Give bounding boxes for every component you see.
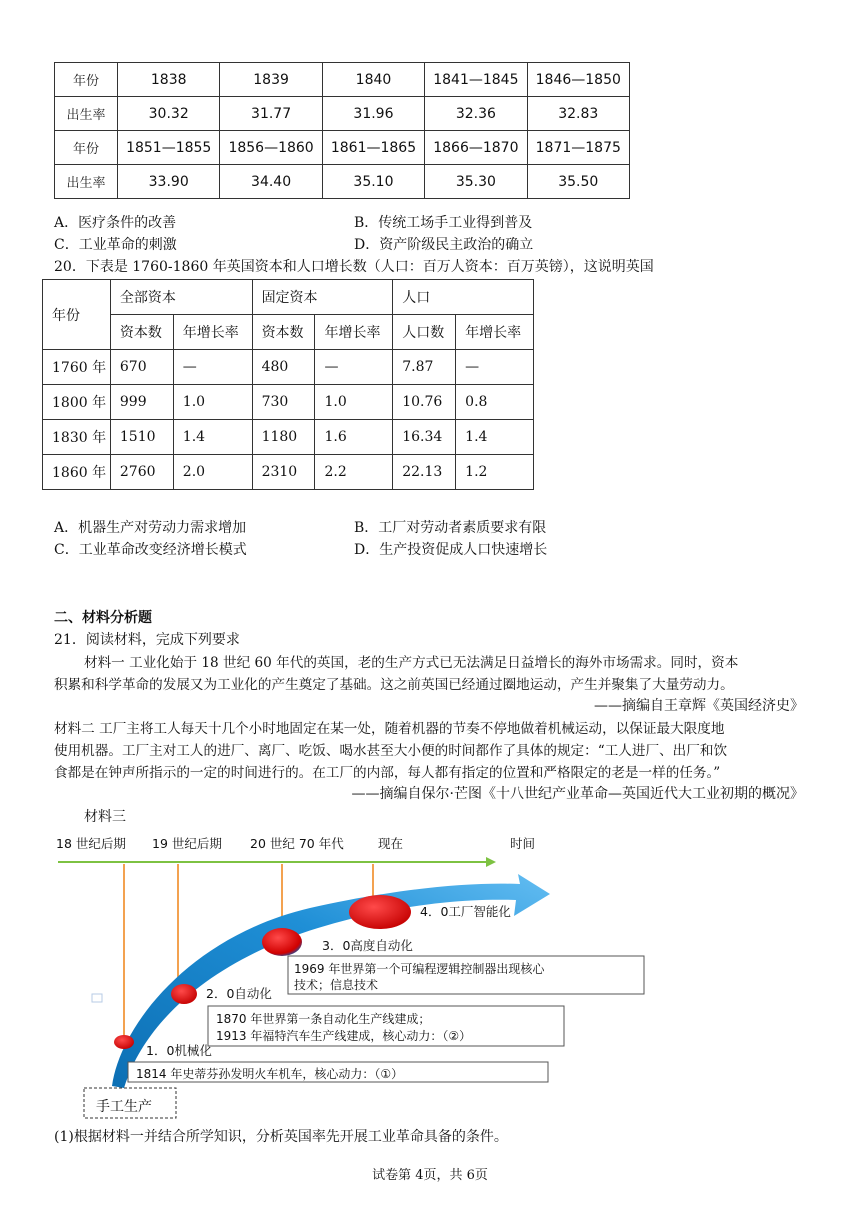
stage-3-marker bbox=[262, 928, 302, 956]
stage-1-label: 1．0机械化 bbox=[146, 1043, 212, 1058]
material-1-source: ——摘编自王章辉《英国经济史》 bbox=[594, 698, 804, 714]
table-cell: 480 bbox=[252, 350, 315, 385]
header-capital-num: 资本数 bbox=[110, 315, 173, 350]
table-row bbox=[43, 280, 534, 315]
decorative-glyph bbox=[92, 994, 102, 1002]
table-cell: 1180 bbox=[252, 420, 315, 455]
table-cell: 出生率 bbox=[55, 97, 118, 131]
handmade-label: 手工生产 bbox=[96, 1099, 152, 1115]
table-cell: 35.30 bbox=[425, 165, 527, 199]
table-cell: 31.96 bbox=[322, 97, 424, 131]
material-1-line-1: 材料一 工业化始于 18 世纪 60 年代的英国，老的生产方式已无法满足日益增长的海外市场需求。同时，资本 bbox=[84, 655, 739, 671]
capital-population-table bbox=[42, 279, 534, 490]
table-cell: 1510 bbox=[110, 420, 173, 455]
table-row bbox=[43, 385, 534, 420]
table-cell: 1.4 bbox=[173, 420, 252, 455]
stage-2-label: 2．0自动化 bbox=[206, 986, 272, 1001]
q19-option-d: D．资产阶级民主政治的确立 bbox=[354, 237, 534, 253]
table-cell: 年份 bbox=[55, 131, 118, 165]
table-cell: 1839 bbox=[220, 63, 322, 97]
material-2-source: ——摘编自保尔·芒图《十八世纪产业革命—英国近代大工业初期的概况》 bbox=[351, 786, 804, 802]
table-cell: 33.90 bbox=[118, 165, 220, 199]
q20-option-a: A．机器生产对劳动力需求增加 bbox=[54, 520, 247, 536]
stage-1-marker bbox=[114, 1035, 134, 1049]
table-cell: 31.77 bbox=[220, 97, 322, 131]
table-cell: 34.40 bbox=[220, 165, 322, 199]
table-cell: 1856—1860 bbox=[220, 131, 322, 165]
table-cell: 30.32 bbox=[118, 97, 220, 131]
table-cell: 35.10 bbox=[322, 165, 424, 199]
section-title: 二、材料分析题 bbox=[54, 610, 152, 626]
page-footer: 试卷第 4页，共 6页 bbox=[372, 1168, 488, 1183]
q21-stem: 21．阅读材料，完成下列要求 bbox=[54, 632, 240, 648]
box-3-0-line-1: 1969 年世界第一个可编程逻辑控制器出现核心 bbox=[294, 962, 545, 976]
table-cell: 35.50 bbox=[527, 165, 629, 199]
table-row bbox=[55, 97, 630, 131]
table-cell: 1760 年 bbox=[43, 350, 111, 385]
table-cell: 1800 年 bbox=[43, 385, 111, 420]
table-row bbox=[55, 131, 630, 165]
material-2-line-1: 材料二 工厂主将工人每天十几个小时地固定在某一处，随着机器的节奏不停地做着机械运动，以保证最大限度地 bbox=[54, 721, 725, 737]
table-cell: 22.13 bbox=[393, 455, 456, 490]
header-total-capital: 全部资本 bbox=[110, 280, 252, 315]
box-2-0-line-1: 1870 年世界第一条自动化生产线建成； bbox=[216, 1012, 431, 1026]
table-cell: 1866—1870 bbox=[425, 131, 527, 165]
table-cell: — bbox=[456, 350, 534, 385]
time-label-time: 时间 bbox=[510, 836, 536, 851]
time-label-now: 现在 bbox=[378, 836, 404, 851]
table-cell: 730 bbox=[252, 385, 315, 420]
time-label-19c: 19 世纪后期 bbox=[152, 836, 222, 851]
q20-option-d: D．生产投资促成人口快速增长 bbox=[354, 542, 548, 558]
table-cell: 7.87 bbox=[393, 350, 456, 385]
header-growth: 年增长率 bbox=[456, 315, 534, 350]
q19-option-a: A．医疗条件的改善 bbox=[54, 215, 177, 231]
material-2-line-3: 食都是在钟声所指示的一定的时间进行的。在工厂的内部，每人都有指定的位置和严格限定的老是一样的任务。” bbox=[54, 765, 721, 781]
table-cell: 2.0 bbox=[173, 455, 252, 490]
table-cell: 1.0 bbox=[173, 385, 252, 420]
table-cell: 999 bbox=[110, 385, 173, 420]
box-3-0-line-2: 技术；信息技术 bbox=[294, 978, 379, 992]
table-cell: 1846—1850 bbox=[527, 63, 629, 97]
table-cell: 1851—1855 bbox=[118, 131, 220, 165]
stage-4-label: 4．0工厂智能化 bbox=[420, 904, 511, 919]
table-cell: 1838 bbox=[118, 63, 220, 97]
q19-option-c: C．工业革命的刺激 bbox=[54, 237, 177, 253]
table-cell: 出生率 bbox=[55, 165, 118, 199]
table-row bbox=[43, 420, 534, 455]
table-cell: 0.8 bbox=[456, 385, 534, 420]
table-cell: 1860 年 bbox=[43, 455, 111, 490]
table-row bbox=[43, 315, 534, 350]
table-cell: 32.36 bbox=[425, 97, 527, 131]
table-cell: 10.76 bbox=[393, 385, 456, 420]
table-cell: 670 bbox=[110, 350, 173, 385]
material-2-line-2: 使用机器。工厂主对工人的进厂、离厂、吃饭、喝水甚至大小便的时间都作了具体的规定：“工人进厂、出厂和饮 bbox=[54, 743, 728, 759]
table-row bbox=[55, 63, 630, 97]
table-cell: 1841—1845 bbox=[425, 63, 527, 97]
table-cell: 1.4 bbox=[456, 420, 534, 455]
table-cell: 1.6 bbox=[315, 420, 393, 455]
q20-option-c: C．工业革命改变经济增长模式 bbox=[54, 542, 247, 558]
box-1-0-text: 1814 年史蒂芬孙发明火车机车，核心动力：（①） bbox=[136, 1067, 404, 1081]
table-cell: — bbox=[315, 350, 393, 385]
q20-option-b: B．工厂对劳动者素质要求有限 bbox=[354, 520, 547, 536]
box-2-0-line-2: 1913 年福特汽车生产线建成，核心动力：（②） bbox=[216, 1029, 472, 1043]
table-cell: 1840 bbox=[322, 63, 424, 97]
header-year: 年份 bbox=[43, 280, 111, 350]
table-row bbox=[43, 350, 534, 385]
q19-option-b: B．传统工场手工业得到普及 bbox=[354, 215, 533, 231]
stage-3-label: 3．0高度自动化 bbox=[322, 938, 413, 953]
header-population: 人口 bbox=[393, 280, 534, 315]
table-cell: — bbox=[173, 350, 252, 385]
q20-stem: 20．下表是 1760-1860 年英国资本和人口增长数（人口：百万人资本：百万英镑），这说明英国 bbox=[54, 259, 654, 275]
header-fixed-capital: 固定资本 bbox=[252, 280, 393, 315]
table-cell: 16.34 bbox=[393, 420, 456, 455]
header-capital-num: 资本数 bbox=[252, 315, 315, 350]
birth-rate-table bbox=[54, 62, 630, 199]
table-cell: 32.83 bbox=[527, 97, 629, 131]
table-cell: 1861—1865 bbox=[322, 131, 424, 165]
time-label-20c: 20 世纪 70 年代 bbox=[250, 836, 344, 851]
table-cell: 1830 年 bbox=[43, 420, 111, 455]
table-cell: 1.2 bbox=[456, 455, 534, 490]
table-row bbox=[55, 165, 630, 199]
table-cell: 1.0 bbox=[315, 385, 393, 420]
q21-part-1: (1)根据材料一并结合所学知识，分析英国率先开展工业革命具备的条件。 bbox=[54, 1129, 508, 1145]
table-cell: 2760 bbox=[110, 455, 173, 490]
header-growth: 年增长率 bbox=[315, 315, 393, 350]
header-pop-num: 人口数 bbox=[393, 315, 456, 350]
table-cell: 2310 bbox=[252, 455, 315, 490]
stage-2-marker bbox=[171, 984, 197, 1004]
table-cell: 1871—1875 bbox=[527, 131, 629, 165]
time-label-18c: 18 世纪后期 bbox=[56, 836, 126, 851]
table-row bbox=[43, 455, 534, 490]
header-growth: 年增长率 bbox=[173, 315, 252, 350]
material-3-title: 材料三 bbox=[84, 809, 126, 825]
material-1-line-2: 积累和科学革命的发展又为工业化的产生奠定了基础。这之前英国已经通过圈地运动，产生并聚集了大量劳动力。 bbox=[54, 677, 734, 693]
stage-4-marker bbox=[349, 895, 411, 929]
table-cell: 年份 bbox=[55, 63, 118, 97]
table-cell: 2.2 bbox=[315, 455, 393, 490]
timeline-arrowhead bbox=[486, 857, 496, 867]
